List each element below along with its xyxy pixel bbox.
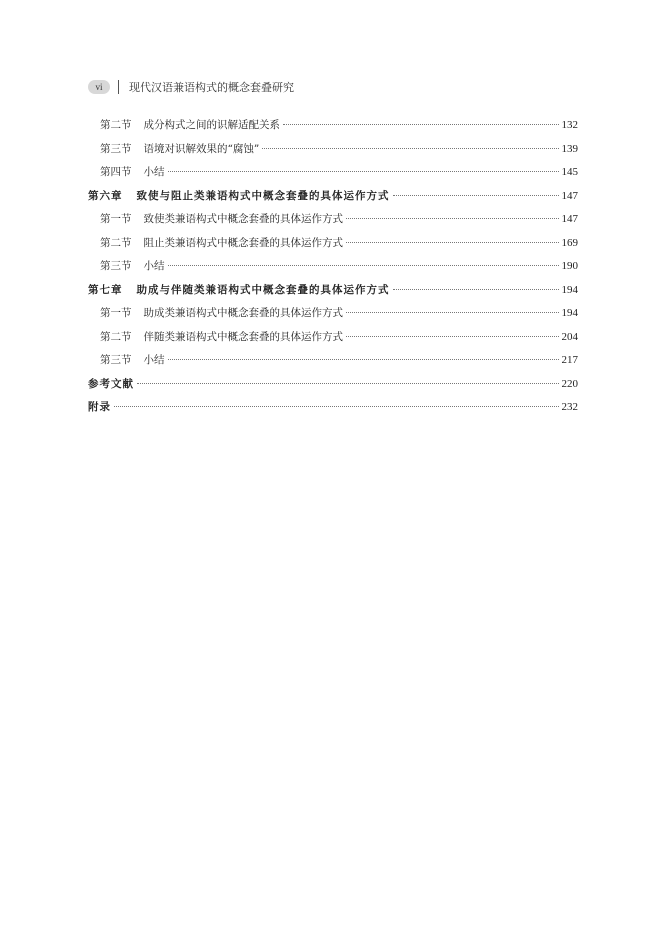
toc-backmatter-entry[interactable]	[88, 399, 578, 423]
toc-entry-title: 小结	[143, 166, 165, 178]
toc-section-entry[interactable]	[88, 305, 578, 329]
toc-entry-page-number: 194	[561, 283, 578, 296]
page-number-badge: vi	[88, 80, 110, 94]
toc-entry-number: 第一节	[100, 213, 132, 225]
toc-entry-page-number: 147	[561, 213, 578, 225]
toc-section-entry[interactable]	[88, 141, 578, 165]
toc-entry-page-number: 194	[561, 307, 578, 319]
header-divider	[118, 80, 119, 94]
book-title: 现代汉语兼语构式的概念套叠研究	[129, 81, 294, 94]
toc-entry-title: 小结	[143, 354, 165, 366]
dot-leader	[346, 312, 559, 313]
toc-section-entry[interactable]	[88, 117, 578, 141]
toc-entry-page-number: 217	[561, 354, 578, 366]
toc-entry-title: 成分构式之间的识解适配关系	[143, 119, 280, 131]
dot-leader	[283, 124, 559, 125]
dot-leader	[393, 195, 559, 196]
toc-entry-number: 第六章	[88, 189, 123, 202]
toc-entry-page-number: 232	[561, 401, 578, 413]
toc-entry-number: 第二节	[100, 330, 132, 343]
toc-entry-page-number: 132	[561, 119, 578, 131]
toc-entry-number: 第一节	[100, 307, 132, 319]
toc-backmatter-entry[interactable]	[88, 376, 578, 400]
dot-leader	[114, 406, 559, 407]
running-header	[88, 78, 294, 96]
dot-leader	[346, 336, 559, 337]
dot-leader	[168, 265, 559, 266]
toc-entry-title: 语境对识解效果的“腐蚀”	[143, 142, 260, 155]
toc-entry-title: 助成与伴随类兼语构式中概念套叠的具体运作方式	[136, 283, 390, 296]
toc-section-entry[interactable]	[88, 329, 578, 353]
toc-entry-number: 第二节	[100, 119, 132, 131]
dot-leader	[393, 289, 559, 290]
toc-entry-page-number: 169	[561, 236, 578, 249]
dot-leader	[168, 359, 559, 360]
toc-entry-page-number: 204	[561, 330, 578, 343]
toc-entry-number: 第三节	[100, 142, 132, 155]
toc-entry-title: 小结	[143, 260, 165, 272]
toc-entry-number: 第二节	[100, 236, 132, 249]
table-of-contents	[88, 117, 578, 423]
toc-section-entry[interactable]	[88, 352, 578, 376]
toc-entry-title: 阻止类兼语构式中概念套叠的具体运作方式	[143, 236, 343, 249]
toc-entry-title: 助成类兼语构式中概念套叠的具体运作方式	[143, 307, 343, 319]
toc-entry-title: 附录	[88, 401, 111, 413]
toc-entry-title: 参考文献	[88, 377, 134, 390]
toc-entry-title: 致使与阻止类兼语构式中概念套叠的具体运作方式	[136, 189, 390, 202]
dot-leader	[262, 148, 558, 149]
toc-entry-number: 第三节	[100, 260, 132, 272]
toc-entry-number: 第四节	[100, 166, 132, 178]
dot-leader	[346, 218, 559, 219]
toc-section-entry[interactable]	[88, 258, 578, 282]
dot-leader	[168, 171, 559, 172]
toc-entry-page-number: 220	[561, 377, 578, 390]
toc-chapter-entry[interactable]	[88, 188, 578, 212]
toc-section-entry[interactable]	[88, 235, 578, 259]
dot-leader	[346, 242, 559, 243]
toc-entry-number: 第七章	[88, 283, 123, 296]
toc-entry-title: 伴随类兼语构式中概念套叠的具体运作方式	[143, 330, 343, 343]
toc-entry-page-number: 139	[561, 142, 578, 155]
toc-entry-title: 致使类兼语构式中概念套叠的具体运作方式	[143, 213, 343, 225]
toc-entry-page-number: 190	[561, 260, 578, 272]
toc-section-entry[interactable]	[88, 164, 578, 188]
toc-entry-page-number: 145	[561, 166, 578, 178]
toc-entry-number: 第三节	[100, 354, 132, 366]
toc-entry-page-number: 147	[561, 189, 578, 202]
toc-chapter-entry[interactable]	[88, 282, 578, 306]
toc-section-entry[interactable]	[88, 211, 578, 235]
dot-leader	[137, 383, 559, 384]
